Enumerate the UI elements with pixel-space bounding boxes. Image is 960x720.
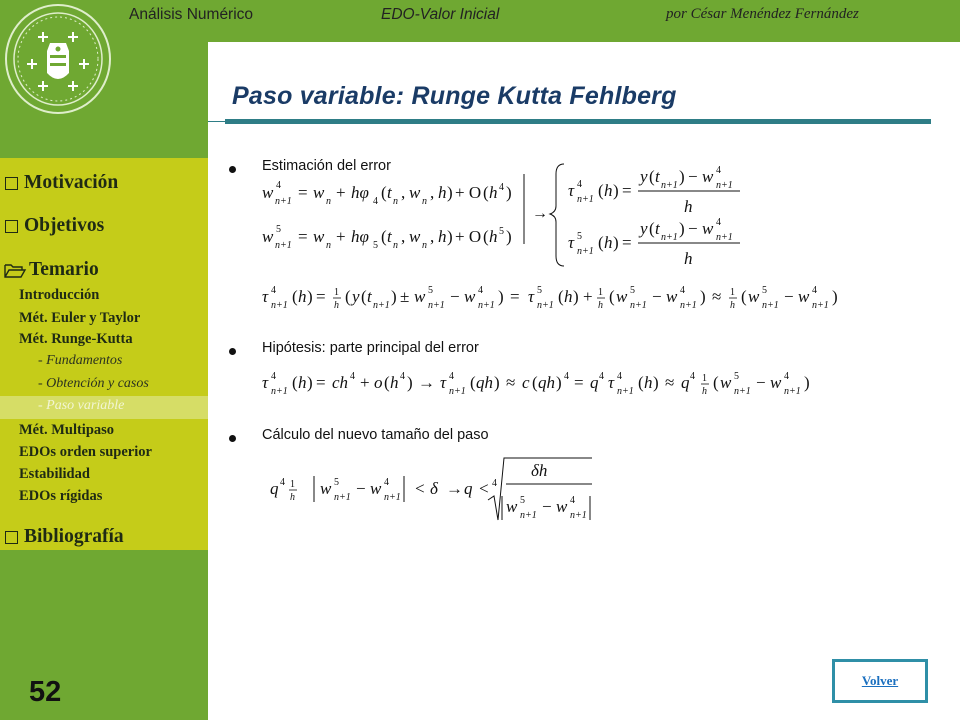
svg-text:n+1: n+1 [734,386,751,397]
svg-text:4: 4 [492,478,497,489]
svg-text:): ) [307,287,313,306]
svg-text:q: q [590,373,599,392]
svg-text:4: 4 [564,371,569,382]
svg-text:τ: τ [262,287,269,306]
checkbox-icon [5,177,18,190]
title-underline [225,119,931,124]
svg-text:=: = [298,227,308,246]
svg-text:→: → [532,205,548,222]
svg-text:n: n [393,240,398,251]
svg-text:4: 4 [478,285,483,296]
svg-text:1: 1 [334,287,339,298]
svg-text:w: w [702,219,714,238]
svg-text:): ) [506,227,512,246]
svg-text:n+1: n+1 [520,510,537,521]
bullet-estimacion: Estimación del error [262,158,391,174]
svg-text:n+1: n+1 [784,386,801,397]
svg-text:−: − [356,479,366,498]
svg-text:τ: τ [608,373,615,392]
svg-text:): ) [307,373,313,392]
svg-text:(: ( [741,287,747,306]
svg-text:4: 4 [680,285,685,296]
svg-text:ch: ch [332,373,349,392]
svg-text:q: q [464,479,473,498]
svg-text:5: 5 [577,231,582,242]
svg-text:w: w [313,183,325,202]
svg-text:(: ( [558,287,564,306]
svg-text:4: 4 [716,165,721,176]
svg-text:n: n [326,240,331,251]
svg-text:−: − [756,373,766,392]
svg-text:h: h [298,287,307,306]
svg-text:n+1: n+1 [716,232,733,243]
svg-text:→: → [446,479,463,498]
svg-text:w: w [616,287,628,306]
svg-text:n+1: n+1 [716,180,733,191]
svg-text:+ O: + O [455,227,482,246]
svg-text:n+1: n+1 [275,196,292,207]
svg-text:): ) [700,287,706,306]
svg-text:4: 4 [449,371,454,382]
svg-text:): ) [613,233,619,252]
svg-text:4: 4 [373,196,378,207]
header-author: por César Menéndez Fernández [666,6,859,22]
svg-text:w: w [262,183,274,202]
svg-text:w: w [464,287,476,306]
svg-text:(: ( [361,287,367,306]
svg-text:n+1: n+1 [661,232,678,243]
svg-text:−: − [652,287,662,306]
svg-text:5: 5 [520,495,525,506]
svg-text:w: w [409,183,421,202]
svg-text:δ: δ [430,479,438,498]
nav-temario[interactable] [0,259,99,281]
svg-text:y: y [352,287,360,306]
svg-text:): ) [407,373,413,392]
nav-bibliografia[interactable] [0,526,124,548]
svg-text:τ: τ [568,181,575,200]
svg-text:5: 5 [499,226,504,237]
svg-text:δh: δh [531,461,548,480]
svg-text:n+1: n+1 [762,300,779,311]
svg-text:+: + [583,287,593,306]
svg-text:n+1: n+1 [384,492,401,503]
svg-text:=: = [316,287,326,306]
svg-text:h: h [390,373,399,392]
svg-text:n+1: n+1 [661,180,678,191]
svg-text:): ) [447,227,453,246]
bullet-icon [229,348,236,355]
page-number: 52 [29,676,62,708]
svg-text:=: = [622,181,632,200]
svg-text:): ) [653,373,659,392]
nav-motivacion-label: Motivación [24,172,119,193]
svg-text:w: w [748,287,760,306]
svg-text:w: w [370,479,382,498]
svg-text:n+1: n+1 [577,194,594,205]
nav-estabilidad[interactable]: Estabilidad [19,466,90,482]
svg-text:−: − [688,167,698,186]
nav-objetivos[interactable] [0,215,104,237]
svg-text:w: w [414,287,426,306]
svg-text:w: w [313,227,325,246]
bullet-icon [229,166,236,173]
svg-text:(: ( [649,167,655,186]
svg-text:4: 4 [400,371,405,382]
svg-text:4: 4 [280,477,285,488]
svg-text:h: h [644,373,653,392]
svg-text:n+1: n+1 [617,386,634,397]
svg-text:): ) [832,287,838,306]
svg-text:+ O: + O [455,183,482,202]
bullet-calculo: Cálculo del nuevo tamaño del paso [262,427,489,443]
nav-multipaso[interactable]: Mét. Multipaso [19,422,115,438]
svg-text:n+1: n+1 [271,386,288,397]
svg-text:=: = [574,373,584,392]
nav-introduccion[interactable]: Introducción [19,287,100,303]
svg-text:): ) [556,373,562,392]
svg-text:t: t [655,167,660,186]
svg-text:n: n [422,240,427,251]
svg-text:(: ( [292,287,298,306]
svg-text:w: w [798,287,810,306]
nav-euler-taylor[interactable]: Mét. Euler y Taylor [19,310,141,326]
svg-text:n+1: n+1 [537,300,554,311]
svg-text:y: y [640,219,648,238]
svg-text:h: h [489,183,498,202]
svg-text:=: = [316,373,326,392]
formula-new-step [266,456,596,524]
svg-text:): ) [804,373,810,392]
svg-text:): ) [447,183,453,202]
svg-text:4: 4 [350,371,355,382]
nav-runge-kutta[interactable]: Mét. Runge-Kutta [19,331,133,347]
svg-text:n+1: n+1 [449,386,466,397]
svg-text:h: h [438,227,447,246]
svg-text:5: 5 [734,371,739,382]
nav-objetivos-label: Objetivos [24,215,105,236]
svg-text:n+1: n+1 [570,510,587,521]
svg-text:t: t [655,219,660,238]
formula-hypothesis [258,364,838,400]
svg-text:n+1: n+1 [478,300,495,311]
svg-text:1: 1 [702,373,707,384]
svg-text:−: − [784,287,794,306]
svg-text:1: 1 [598,287,603,298]
volver-button-inner [834,661,926,701]
svg-text:(: ( [384,373,390,392]
open-folder-icon [3,261,27,279]
svg-text:): ) [494,373,500,392]
nav-obtencion[interactable]: - Obtención y casos [38,376,149,391]
svg-text:w: w [720,373,732,392]
nav-bibliografia-label: Bibliografía [24,526,124,547]
svg-text:hφ: hφ [351,227,369,246]
svg-text:(: ( [381,183,387,202]
svg-text:): ) [679,167,685,186]
svg-text:h: h [334,300,339,311]
svg-text:=: = [298,183,308,202]
svg-text:n+1: n+1 [630,300,647,311]
svg-text:4: 4 [276,180,281,191]
svg-text:4: 4 [271,371,276,382]
svg-text:w: w [409,227,421,246]
svg-text:+: + [360,373,370,392]
svg-text:(: ( [381,227,387,246]
svg-text:y: y [640,167,648,186]
svg-text:4: 4 [499,182,504,193]
svg-text:n+1: n+1 [812,300,829,311]
svg-text:h: h [489,227,498,246]
svg-text:h: h [598,300,603,311]
svg-text:n+1: n+1 [428,300,445,311]
svg-text:4: 4 [570,495,575,506]
header-subject: Análisis Numérico [129,6,254,23]
svg-text:5: 5 [762,285,767,296]
header-topic: EDO-Valor Inicial [381,6,500,23]
svg-text:qh: qh [538,373,555,392]
svg-text:(: ( [345,287,351,306]
svg-text:τ: τ [528,287,535,306]
checkbox-icon [5,220,18,233]
svg-text:h: h [702,386,707,397]
svg-text:,: , [401,183,406,202]
checkbox-icon [5,531,18,544]
svg-text:τ: τ [262,373,269,392]
volver-label: Volver [861,673,899,688]
svg-text:): ) [506,183,512,202]
svg-text:≈: ≈ [506,373,516,392]
svg-text:4: 4 [690,371,695,382]
svg-text:,: , [430,227,435,246]
svg-text:): ) [613,181,619,200]
svg-text:w: w [556,497,568,516]
svg-text:c: c [522,373,530,392]
nav-rigidas[interactable]: EDOs rígidas [19,488,103,504]
svg-text:h: h [730,300,735,311]
svg-text:w: w [770,373,782,392]
svg-text:n: n [422,196,427,207]
svg-text:n+1: n+1 [334,492,351,503]
svg-text:=: = [510,287,520,306]
svg-text:4: 4 [784,371,789,382]
svg-text:5: 5 [334,477,339,488]
svg-text:→: → [418,373,435,392]
nav-motivacion[interactable] [0,172,118,194]
svg-text:n+1: n+1 [373,300,390,311]
svg-text:,: , [430,183,435,202]
svg-text:t: t [367,287,372,306]
svg-text:+: + [336,183,346,202]
svg-text:(: ( [638,373,644,392]
svg-text:): ) [498,287,504,306]
svg-text:(: ( [609,287,615,306]
nav-orden-superior[interactable]: EDOs orden superior [19,444,152,460]
svg-text:n: n [393,196,398,207]
svg-text:w: w [506,497,518,516]
svg-text:τ: τ [440,373,447,392]
svg-text:<: < [414,479,426,498]
svg-text:h: h [604,181,613,200]
svg-text:5: 5 [630,285,635,296]
svg-text:h: h [298,373,307,392]
svg-text:qh: qh [476,373,493,392]
svg-text:−: − [450,287,460,306]
svg-text:q: q [270,479,279,498]
svg-text:n+1: n+1 [271,300,288,311]
svg-text:4: 4 [599,371,604,382]
svg-text:(: ( [598,233,604,252]
nav-fundamentos[interactable]: - Fundamentos [38,353,123,368]
svg-text:w: w [702,167,714,186]
svg-text:5: 5 [373,240,378,251]
svg-text:τ: τ [568,233,575,252]
formula-error-estimation [256,160,756,272]
svg-text:t: t [387,183,392,202]
volver-button[interactable] [832,659,928,703]
bullet-hipotesis: Hipótesis: parte principal del error [262,340,479,356]
svg-text:n+1: n+1 [680,300,697,311]
svg-text:w: w [262,227,274,246]
svg-text:q: q [681,373,690,392]
svg-text:): ) [679,219,685,238]
svg-text:h: h [684,249,693,268]
formula-tau-relation [258,278,848,314]
svg-text:(: ( [649,219,655,238]
svg-text:−: − [688,219,698,238]
bullet-icon [229,435,236,442]
svg-text:): ) [391,287,397,306]
svg-text:4: 4 [384,477,389,488]
svg-text:w: w [320,479,332,498]
svg-text:h: h [684,197,693,216]
svg-text:h: h [290,492,295,503]
svg-text:h: h [438,183,447,202]
svg-text:−: − [542,497,552,516]
svg-text:+: + [336,227,346,246]
svg-text:=: = [622,233,632,252]
svg-text:≈: ≈ [712,287,722,306]
svg-text:t: t [387,227,392,246]
svg-text:(: ( [292,373,298,392]
university-seal-icon [3,3,113,115]
svg-text:): ) [573,287,579,306]
svg-text:(: ( [483,183,489,202]
svg-text:4: 4 [716,217,721,228]
svg-text:h: h [604,233,613,252]
title-underline-left [208,121,228,122]
svg-text:<: < [478,479,490,498]
svg-text:w: w [666,287,678,306]
svg-text:≈: ≈ [665,373,675,392]
svg-text:n+1: n+1 [577,246,594,257]
svg-text:4: 4 [617,371,622,382]
svg-text:4: 4 [812,285,817,296]
svg-text:o: o [374,373,383,392]
svg-text:hφ: hφ [351,183,369,202]
svg-text:4: 4 [577,179,582,190]
svg-text:(: ( [598,181,604,200]
svg-text:(: ( [470,373,476,392]
svg-text:5: 5 [276,224,281,235]
svg-text:h: h [564,287,573,306]
svg-text:5: 5 [428,285,433,296]
nav-paso-variable[interactable]: - Paso variable [38,398,125,413]
svg-text:(: ( [532,373,538,392]
svg-text:,: , [401,227,406,246]
svg-text:±: ± [400,287,410,306]
slide-title: Paso variable: Runge Kutta Fehlberg [232,82,677,110]
svg-text:4: 4 [271,285,276,296]
svg-text:(: ( [713,373,719,392]
svg-text:n+1: n+1 [275,240,292,251]
svg-text:n: n [326,196,331,207]
svg-text:5: 5 [537,285,542,296]
svg-text:1: 1 [730,287,735,298]
svg-text:1: 1 [290,479,295,490]
nav-temario-label: Temario [29,259,99,280]
svg-text:(: ( [483,227,489,246]
